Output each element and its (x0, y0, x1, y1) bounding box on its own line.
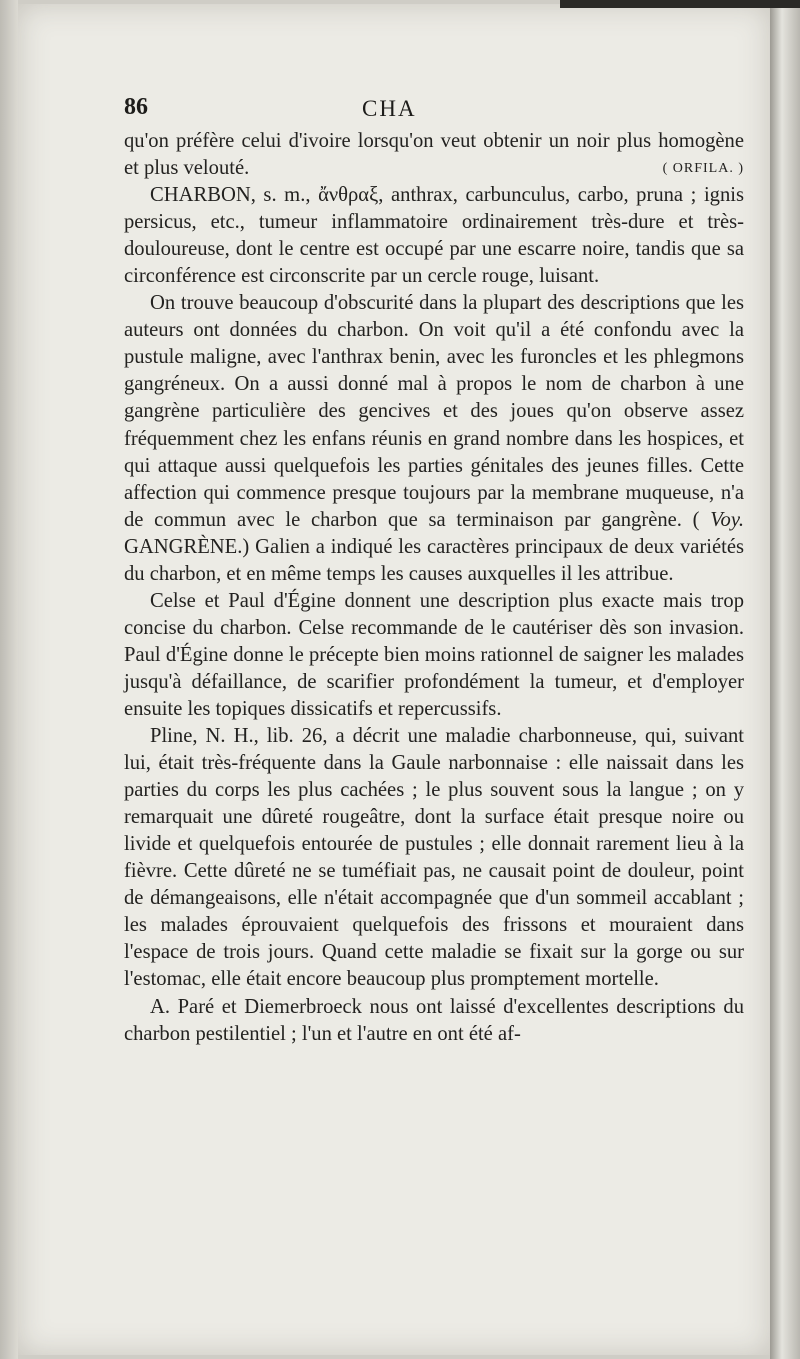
paragraph-text: Pline, N. H., lib. 26, a décrit une maladie charbonneuse, qui, suivant lui, était très-fréquente dans la Gaule narbonnaise : elle naissait dans les parties du corps les plus cachées ; le plus souvent sous la langue ; on y remarquait une dûreté rougeâtre, dont la surface était presque noire ou livide et quelquefois entourée de pustules ; elle donnait rarement lieu à la fièvre. Cette dûreté ne se tuméfiait pas, ne causait point de douleur, point de démangeaisons, elle n'était accompagnée que d'un sommeil accablant ; les malades éprouvaient quelquefois des frissons et mouraient dans l'espace de trois jours. Quand cette maladie se fixait sur la gorge ou sur l'estomac, elle était encore beaucoup plus promptement mortelle. (124, 725, 744, 991)
page-header (124, 94, 744, 126)
running-head: CHA (362, 96, 417, 121)
paragraph-text: A. Paré et Diemerbroeck nous ont laissé d'excellentes descriptions du charbon pestilentiel ; l'un et l'autre en ont été af- (124, 995, 744, 1045)
cross-reference-term: GANGRÈNE (124, 535, 238, 558)
paragraph-1 (124, 128, 744, 182)
paragraph-text: qu'on préfère celui d'ivoire lorsqu'on veut obtenir un noir plus homogène et plus velouté. (124, 130, 744, 180)
paragraph-text: Celse et Paul d'Égine donnent une description plus exacte mais trop concise du charbon. Celse recommande de le cautériser dès son invasion. Paul d'Égine donne le précepte bien moins rationnel de saigner les malades jusqu'à défaillance, de scarifier profondément la tumeur, et d'employer ensuite les topiques dissicatifs et repercussifs. (124, 589, 744, 720)
paragraph-text: .) Galien a indiqué les caractères principaux de deux variétés du charbon, et en même temps les causes auxquelles il les attribue. (124, 535, 744, 585)
paragraph-4 (124, 588, 744, 723)
page-gutter (0, 0, 18, 1359)
entry-headword: CHARBON (150, 184, 251, 207)
scan-border (560, 0, 800, 8)
page-edge (770, 0, 800, 1359)
paragraph-text: , s. m., ἄνθραξ, anthrax, carbunculus, carbo, pruna ; ignis persicus, etc., tumeur inflammatoire ordinairement très-dure et très-douloureuse, dont le centre est occupé par une escarre noire, tandis que sa circonférence est circonscrite par un cercle rouge, luisant. (124, 184, 744, 288)
body-text (124, 128, 744, 1048)
paragraph-2 (124, 182, 744, 290)
paragraph-6 (124, 994, 744, 1048)
paragraph-5 (124, 723, 744, 993)
page-number: 86 (124, 94, 148, 120)
source-attribution: ( ORFILA. ) (662, 161, 744, 177)
paragraph-3 (124, 290, 744, 588)
paragraph-text: On trouve beaucoup d'obscurité dans la plupart des descriptions que les auteurs ont données du charbon. On voit qu'il a été confondu avec la pustule maligne, avec l'anthrax benin, avec les furoncles et les phlegmons gangréneux. On a aussi donné mal à propos le nom de charbon à une gangrène particulière des gencives et des joues qu'on observe assez fréquemment chez les enfans réunis en grand nombre dans les hospices, et qui attaque aussi quelquefois les parties génitales des jeunes filles. Cette affection qui commence presque toujours par la membrane muqueuse, n'a de commun avec le charbon que sa terminaison par gangrène. ( (124, 292, 744, 531)
cross-reference-prefix: Voy. (710, 508, 744, 531)
